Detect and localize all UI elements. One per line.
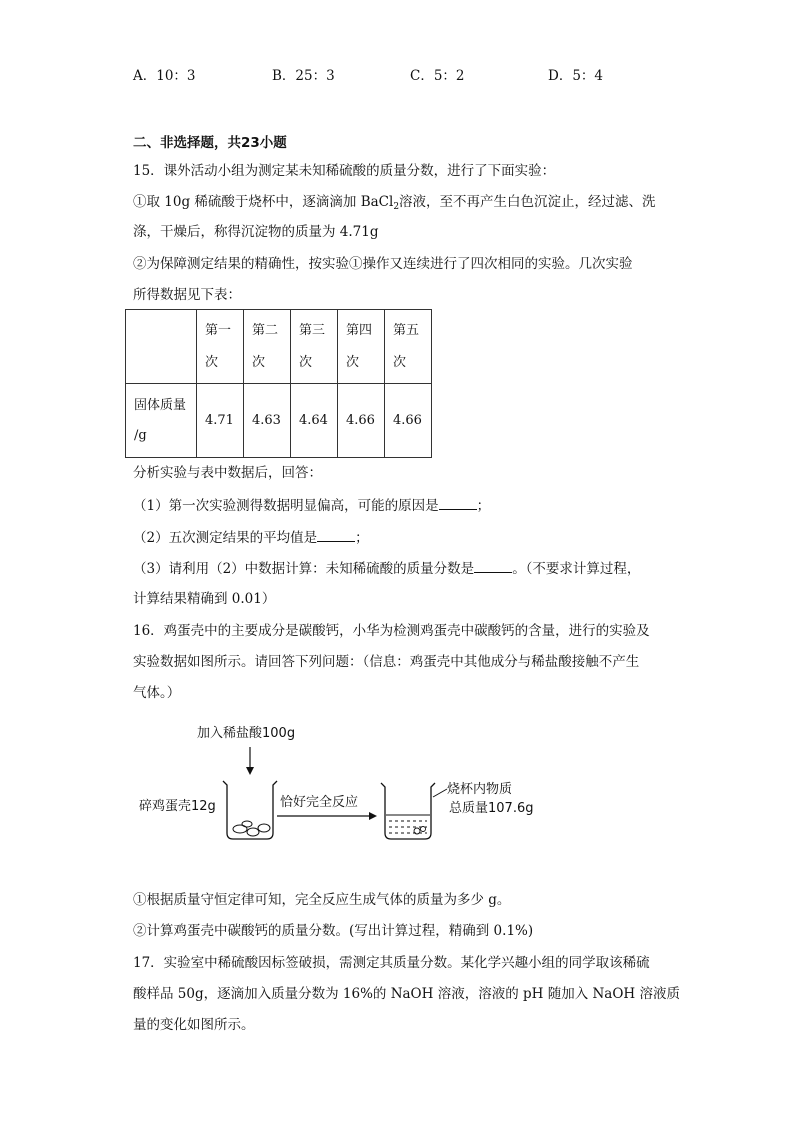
table-header-3 xyxy=(291,310,338,384)
header-text: 次 xyxy=(346,354,360,370)
q17-line2: 酸样品 50g，逐滴加入质量分数为 16%的 NaOH 溶液，溶液的 pH 随加入 NaOH 溶液质 xyxy=(133,986,680,1002)
table-corner-cell xyxy=(126,310,197,384)
header-text: 次 xyxy=(393,354,407,370)
q15-sub1-text: （1）第一次实验测得数据明显偏高，可能的原因是 xyxy=(133,498,439,514)
q15-step1-line1 xyxy=(133,192,656,217)
answer-blank[interactable] xyxy=(474,558,512,573)
header-text: 第三 xyxy=(299,322,326,338)
q15-sub3-end: 。（不要求计算过程， xyxy=(512,561,641,577)
eggshell-label: 碎鸡蛋壳12g xyxy=(139,799,216,814)
q15-sub3-line2: 计算结果精确到 0.01） xyxy=(133,591,276,607)
q15-sub1 xyxy=(133,495,490,516)
answer-blank[interactable] xyxy=(439,495,477,510)
residue-icon xyxy=(414,828,420,834)
down-arrow-head-icon xyxy=(246,767,254,775)
table-cell: 4.63 xyxy=(244,384,291,458)
q15-sub3 xyxy=(133,558,640,579)
row-label-unit: /g xyxy=(134,427,147,443)
q16-line3: 气体。） xyxy=(133,685,181,701)
eggshell-piece-icon xyxy=(247,828,259,836)
header-text: 次 xyxy=(252,354,266,370)
q15-step2-line2: 所得数据见下表： xyxy=(133,287,241,303)
option-c: C．5：2 xyxy=(410,68,465,84)
table-header-5 xyxy=(385,310,432,384)
q15-step2-line1: ②为保障测定结果的精确性，按实验①操作又连续进行了四次相同的实验。几次实验 xyxy=(133,256,633,272)
experiment-diagram xyxy=(125,715,565,855)
header-text: 第二 xyxy=(252,322,279,338)
q15-sub3-text: （3）请利用（2）中数据计算：未知稀硫酸的质量分数是 xyxy=(133,561,475,577)
q15-step1-subscript: 2 xyxy=(393,202,400,212)
table-cell: 4.66 xyxy=(338,384,385,458)
q15-sub1-end: ； xyxy=(476,498,491,514)
q15-analysis: 分析实验与表中数据后，回答： xyxy=(133,465,322,481)
table-header-4 xyxy=(338,310,385,384)
table-cell: 4.64 xyxy=(291,384,338,458)
option-d: D．5：4 xyxy=(548,68,604,84)
q15-step1-line2: 涤，干燥后，称得沉淀物的质量为 4.71g xyxy=(133,224,379,240)
table-header-row xyxy=(126,310,432,384)
table-cell: 4.71 xyxy=(197,384,244,458)
q16-sub1: ①根据质量守恒定律可知，完全反应生成气体的质量为多少 g。 xyxy=(133,892,511,908)
answer-blank[interactable] xyxy=(317,527,355,542)
table-header-2 xyxy=(244,310,291,384)
q15-stem: 15．课外活动小组为测定某未知稀硫酸的质量分数，进行了下面实验： xyxy=(133,163,556,179)
section-heading: 二、非选择题，共23小题 xyxy=(133,135,287,151)
header-text: 第一 xyxy=(205,322,232,338)
reaction-label: 恰好完全反应 xyxy=(280,795,359,810)
q17-line3: 量的变化如图所示。 xyxy=(133,1017,255,1033)
eggshell-piece-icon xyxy=(242,821,252,827)
table-row xyxy=(126,384,432,458)
contents-label-line2: 总质量107.6g xyxy=(449,801,534,816)
q15-sub2 xyxy=(133,527,369,548)
reaction-arrow-head-icon xyxy=(369,812,377,820)
header-text: 第五 xyxy=(393,322,420,338)
q15-step1-text-a: ①取 10g 稀硫酸于烧杯中，逐滴滴加 BaCl xyxy=(133,194,394,210)
q16-sub2: ②计算鸡蛋壳中碳酸钙的质量分数。(写出计算过程，精确到 0.1%) xyxy=(133,923,534,939)
right-beaker-icon xyxy=(381,783,435,839)
eggshell-piece-icon xyxy=(233,825,247,833)
q17-line1: 17．实验室中稀硫酸因标签破损，需测定其质量分数。某化学兴趣小组的同学取该稀硫 xyxy=(133,955,650,971)
header-text: 次 xyxy=(299,354,313,370)
table-header-1 xyxy=(197,310,244,384)
option-b: B．25：3 xyxy=(272,68,335,84)
table-row-label xyxy=(126,384,197,458)
row-label-text: 固体质量 xyxy=(134,397,187,413)
q15-sub2-text: （2）五次测定结果的平均值是 xyxy=(133,530,318,546)
callout-line xyxy=(433,789,447,797)
header-text: 第四 xyxy=(346,322,373,338)
table-cell: 4.66 xyxy=(385,384,432,458)
header-text: 次 xyxy=(205,354,219,370)
eggshell-piece-icon xyxy=(258,824,270,832)
q15-step1-text-b: 溶液，至不再产生白色沉淀止，经过滤、洗 xyxy=(399,194,656,210)
contents-label-line1: 烧杯内物质 xyxy=(447,782,513,797)
q15-sub2-end: ； xyxy=(355,530,369,546)
q16-line2: 实验数据如图所示。请回答下列问题：（信息：鸡蛋壳中其他成分与稀盐酸接触不产生 xyxy=(133,654,640,670)
residue-icon xyxy=(421,827,426,832)
add-acid-label: 加入稀盐酸100g xyxy=(197,726,296,741)
q15-data-table xyxy=(125,309,432,458)
option-a: A．10：3 xyxy=(133,68,196,84)
q16-line1: 16．鸡蛋壳中的主要成分是碳酸钙，小华为检测鸡蛋壳中碳酸钙的含量，进行的实验及 xyxy=(133,623,650,639)
